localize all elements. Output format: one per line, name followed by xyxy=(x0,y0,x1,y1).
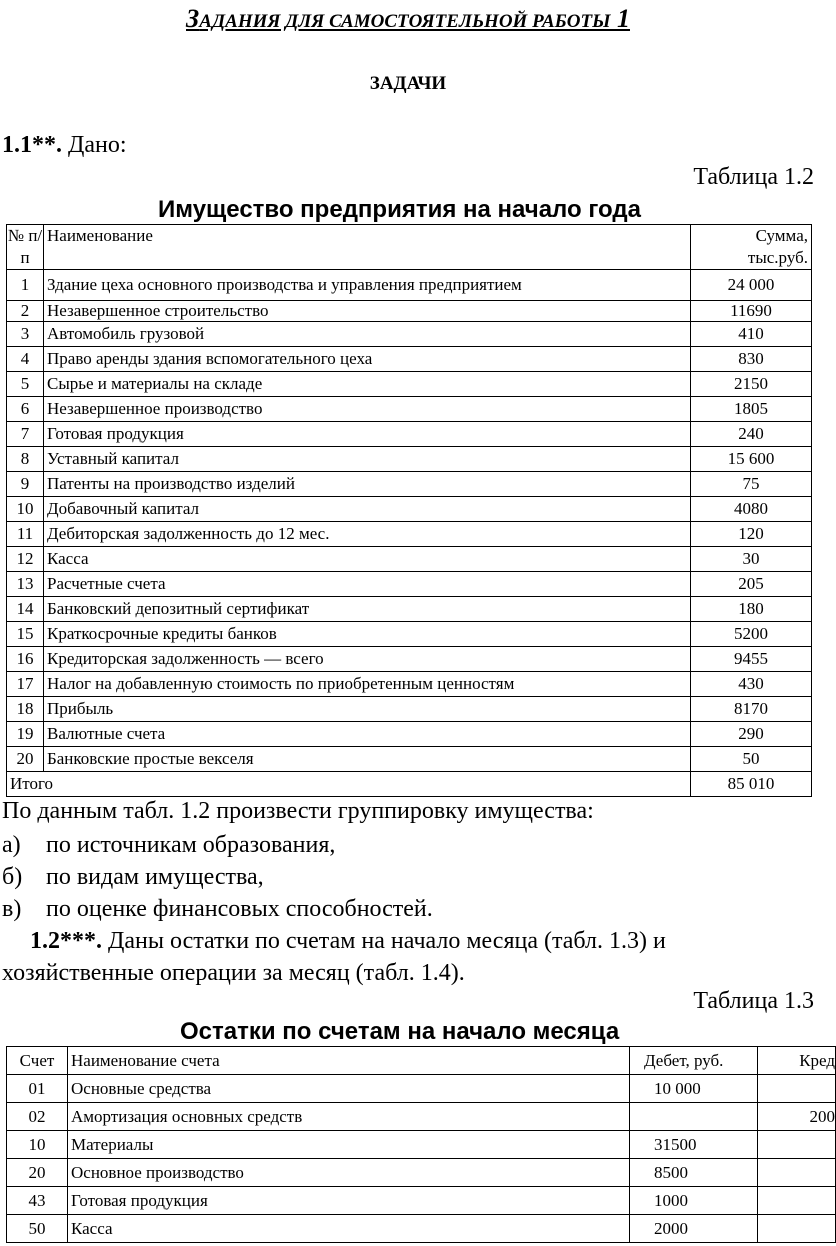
row-sum: 30 xyxy=(691,547,812,572)
task-1-number: 1.1**. xyxy=(2,132,62,158)
row-sum: 15 600 xyxy=(691,447,812,472)
table-row xyxy=(7,472,812,497)
row-name: Банковский депозитный сертификат xyxy=(44,597,691,622)
row-number: 5 xyxy=(7,372,44,397)
table-row xyxy=(7,597,812,622)
table-row xyxy=(7,1075,836,1103)
row-account-name: Касса xyxy=(68,1215,630,1243)
row-debit: 10 000 xyxy=(630,1075,758,1103)
row-debit xyxy=(630,1103,758,1131)
row-credit xyxy=(758,1215,836,1243)
row-sum: 11690 xyxy=(691,301,812,322)
row-account: 20 xyxy=(7,1159,68,1187)
row-name: Расчетные счета xyxy=(44,572,691,597)
page-heading xyxy=(0,4,816,34)
table-row xyxy=(7,422,812,447)
table-row xyxy=(7,1187,836,1215)
row-number: 7 xyxy=(7,422,44,447)
total-label: Итого xyxy=(7,772,691,797)
row-number: 19 xyxy=(7,722,44,747)
table-row xyxy=(7,322,812,347)
row-name: Банковские простые векселя xyxy=(44,747,691,772)
header-credit: Кред xyxy=(758,1047,836,1075)
row-name: Касса xyxy=(44,547,691,572)
row-number: 1 xyxy=(7,270,44,301)
row-number: 3 xyxy=(7,322,44,347)
table-row xyxy=(7,397,812,422)
row-sum: 290 xyxy=(691,722,812,747)
row-name: Незавершенное строительство xyxy=(44,301,691,322)
row-sum: 75 xyxy=(691,472,812,497)
row-sum: 205 xyxy=(691,572,812,597)
row-credit xyxy=(758,1159,836,1187)
row-account: 01 xyxy=(7,1075,68,1103)
header-num: № п/п xyxy=(7,225,44,270)
table-row xyxy=(7,622,812,647)
row-name: Валютные счета xyxy=(44,722,691,747)
row-account: 50 xyxy=(7,1215,68,1243)
instructions-item xyxy=(2,864,264,891)
table-row xyxy=(7,1103,836,1131)
table-row xyxy=(7,347,812,372)
row-name: Уставный капитал xyxy=(44,447,691,472)
row-number: 8 xyxy=(7,447,44,472)
table-row xyxy=(7,447,812,472)
row-number: 13 xyxy=(7,572,44,597)
row-number: 15 xyxy=(7,622,44,647)
row-name: Сырье и материалы на складе xyxy=(44,372,691,397)
table-header-row xyxy=(7,225,812,270)
row-sum: 430 xyxy=(691,672,812,697)
row-sum: 9455 xyxy=(691,647,812,672)
task-2-line-2: хозяйственные операции за месяц (табл. 1.4). xyxy=(2,960,465,986)
row-name: Патенты на производство изделий xyxy=(44,472,691,497)
row-account: 02 xyxy=(7,1103,68,1131)
table-row xyxy=(7,572,812,597)
instructions-item xyxy=(2,896,433,923)
row-name: Автомобиль грузовой xyxy=(44,322,691,347)
table-row xyxy=(7,697,812,722)
table-row xyxy=(7,747,812,772)
table-row xyxy=(7,547,812,572)
header-name: Наименование xyxy=(44,225,691,270)
item-text: по оценке финансовых способностей. xyxy=(46,896,433,922)
row-account-name: Материалы xyxy=(68,1131,630,1159)
row-number: 20 xyxy=(7,747,44,772)
row-sum: 5200 xyxy=(691,622,812,647)
row-credit xyxy=(758,1187,836,1215)
item-marker: в) xyxy=(2,896,22,922)
row-name: Дебиторская задолженность до 12 мес. xyxy=(44,522,691,547)
assets-table xyxy=(6,224,812,797)
table-row xyxy=(7,672,812,697)
balances-table xyxy=(6,1046,836,1243)
row-sum: 240 xyxy=(691,422,812,447)
task-2-line-1 xyxy=(30,928,666,955)
total-row xyxy=(7,772,812,797)
table-header-row xyxy=(7,1047,836,1075)
table-row xyxy=(7,1215,836,1243)
table-row xyxy=(7,647,812,672)
row-name: Готовая продукция xyxy=(44,422,691,447)
row-credit xyxy=(758,1131,836,1159)
row-name: Прибыль xyxy=(44,697,691,722)
row-sum: 2150 xyxy=(691,372,812,397)
task-1-intro xyxy=(2,132,127,159)
row-number: 9 xyxy=(7,472,44,497)
table-1-3-label: Таблица 1.3 xyxy=(693,988,814,1014)
row-name: Кредиторская задолженность — всего xyxy=(44,647,691,672)
row-sum: 4080 xyxy=(691,497,812,522)
row-sum: 410 xyxy=(691,322,812,347)
row-name: Добавочный капитал xyxy=(44,497,691,522)
instructions-intro: По данным табл. 1.2 произвести группировку имущества: xyxy=(2,798,594,824)
item-marker: а) xyxy=(2,832,21,858)
header-debit: Дебет, руб. xyxy=(630,1047,758,1075)
row-account-name: Амортизация основных средств xyxy=(68,1103,630,1131)
row-sum: 8170 xyxy=(691,697,812,722)
row-name: Налог на добавленную стоимость по приобретенным ценностям xyxy=(44,672,691,697)
row-name: Незавершенное производство xyxy=(44,397,691,422)
row-number: 12 xyxy=(7,547,44,572)
header-sum: Сумма, тыс.руб. xyxy=(691,225,812,270)
row-sum: 50 xyxy=(691,747,812,772)
row-number: 2 xyxy=(7,301,44,322)
row-debit: 2000 xyxy=(630,1215,758,1243)
header-account: Счет xyxy=(7,1047,68,1075)
task-2-text: Даны остатки по счетам на начало месяца (табл. 1.3) и xyxy=(108,928,666,954)
heading-initial: З xyxy=(186,4,200,33)
row-credit: 200 xyxy=(758,1103,836,1131)
row-number: 11 xyxy=(7,522,44,547)
row-number: 18 xyxy=(7,697,44,722)
task-1-text: Дано: xyxy=(68,132,127,158)
item-marker: б) xyxy=(2,864,23,890)
row-name: Право аренды здания вспомогательного цеха xyxy=(44,347,691,372)
row-account-name: Основные средства xyxy=(68,1075,630,1103)
row-name: Здание цеха основного производства и управления предприятием xyxy=(44,270,691,301)
row-debit: 31500 xyxy=(630,1131,758,1159)
table-row xyxy=(7,497,812,522)
row-sum: 24 000 xyxy=(691,270,812,301)
table-row xyxy=(7,522,812,547)
row-sum: 120 xyxy=(691,522,812,547)
heading-number: 1 xyxy=(617,4,630,33)
row-debit: 8500 xyxy=(630,1159,758,1187)
table-1-3-title: Остатки по счетам на начало месяца xyxy=(180,1018,620,1045)
item-text: по источникам образования, xyxy=(46,832,336,858)
row-number: 16 xyxy=(7,647,44,672)
row-credit xyxy=(758,1075,836,1103)
row-number: 10 xyxy=(7,497,44,522)
table-1-2-title: Имущество предприятия на начало года xyxy=(158,196,641,223)
row-name: Краткосрочные кредиты банков xyxy=(44,622,691,647)
row-number: 6 xyxy=(7,397,44,422)
table-row xyxy=(7,372,812,397)
total-sum: 85 010 xyxy=(691,772,812,797)
row-account-name: Готовая продукция xyxy=(68,1187,630,1215)
item-text: по видам имущества, xyxy=(46,864,264,890)
row-sum: 1805 xyxy=(691,397,812,422)
heading-rest: АДАНИЯ ДЛЯ САМОСТОЯТЕЛЬНОЙ РАБОТЫ xyxy=(199,11,611,32)
header-account-name: Наименование счета xyxy=(68,1047,630,1075)
section-title: ЗАДАЧИ xyxy=(369,73,447,94)
table-row xyxy=(7,1131,836,1159)
table-row xyxy=(7,722,812,747)
table-1-2-label: Таблица 1.2 xyxy=(693,164,814,190)
instructions-item xyxy=(2,832,335,859)
row-account: 43 xyxy=(7,1187,68,1215)
row-sum: 830 xyxy=(691,347,812,372)
row-number: 14 xyxy=(7,597,44,622)
table-row xyxy=(7,270,812,301)
task-2-number: 1.2***. xyxy=(30,928,102,954)
table-row xyxy=(7,1159,836,1187)
row-account-name: Основное производство xyxy=(68,1159,630,1187)
row-account: 10 xyxy=(7,1131,68,1159)
row-sum: 180 xyxy=(691,597,812,622)
row-number: 17 xyxy=(7,672,44,697)
table-row xyxy=(7,301,812,322)
row-number: 4 xyxy=(7,347,44,372)
row-debit: 1000 xyxy=(630,1187,758,1215)
